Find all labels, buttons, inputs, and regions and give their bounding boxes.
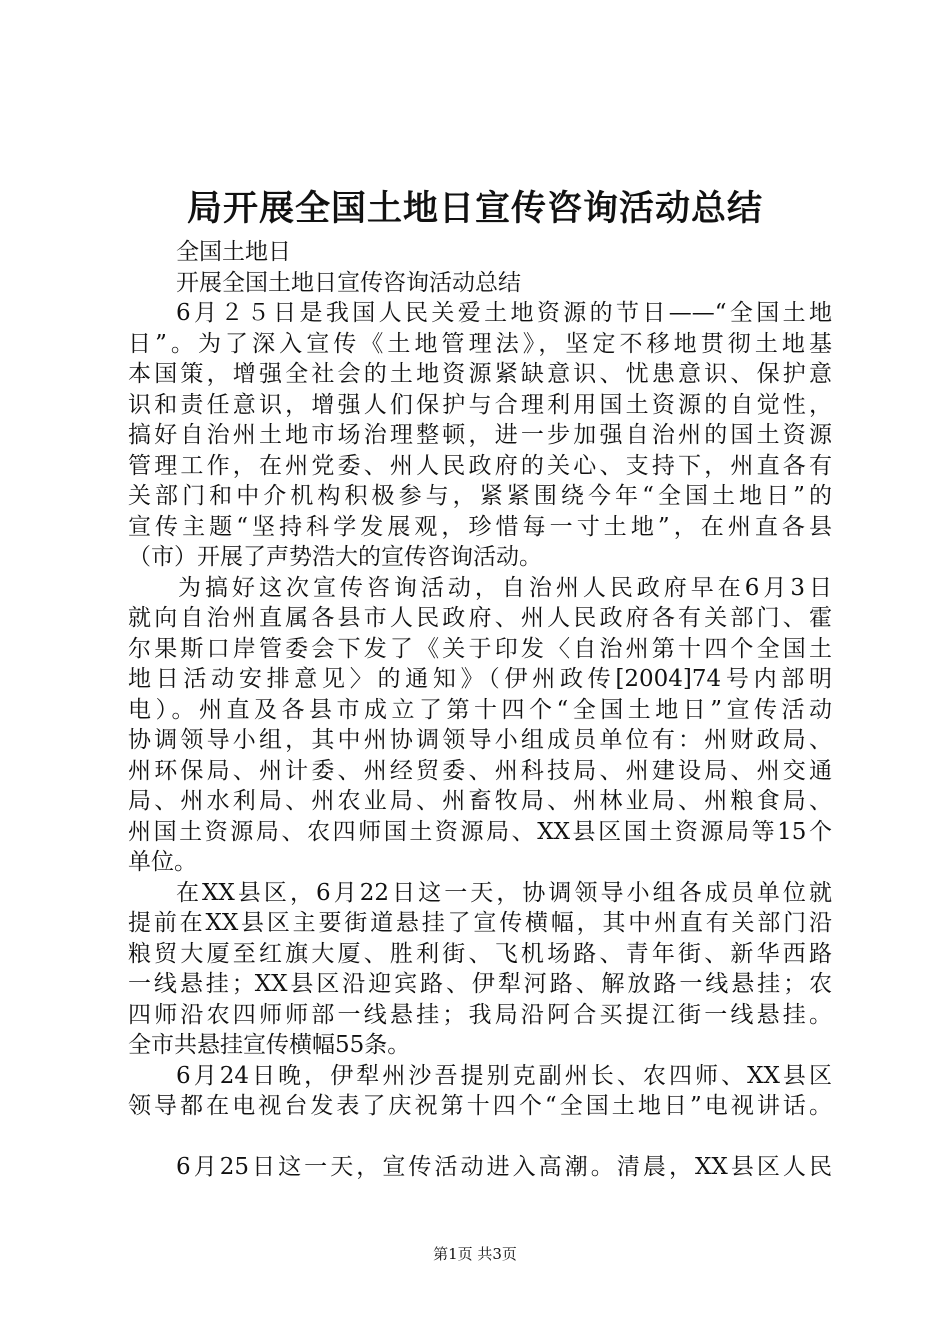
text-line: 粮贸大厦至红旗大厦、胜利街、飞机场路、青年街、新华西路 bbox=[128, 940, 832, 967]
text-line: 州环保局、州计委、州经贸委、州科技局、州建设局、州交通 bbox=[128, 757, 832, 784]
text-line: 单位。 bbox=[128, 849, 197, 875]
text-line: 在XX县区，6月22日这一天，协调领导小组各成员单位就 bbox=[176, 879, 832, 906]
subtitle-line: 开展全国土地日宣传咨询活动总结 bbox=[176, 269, 521, 296]
text-line: 6月２５日是我国人民关爱土地资源的节日——“全国土地 bbox=[176, 300, 832, 326]
text-line: 地日活动安排意见〉的通知》（伊州政传[2004]74号内部明 bbox=[128, 666, 832, 692]
text-line: 识和责任意识，增强人们保护与合理利用国土资源的自觉性， bbox=[128, 391, 832, 418]
text-line: 电）。州直及各县市成立了第十四个“全国土地日”宣传活动 bbox=[128, 696, 832, 723]
text-line: （市）开展了声势浩大的宣传咨询活动。 bbox=[128, 544, 542, 570]
paragraph-5 bbox=[128, 1152, 832, 1183]
text-line: 一线悬挂；XX县区沿迎宾路、伊犁河路、解放路一线悬挂；农 bbox=[128, 971, 832, 997]
text-line: 管理工作，在州党委、州人民政府的关心、支持下，州直各有 bbox=[128, 452, 832, 479]
paragraph-3 bbox=[128, 878, 832, 1061]
text-line: 日”。为了深入宣传《土地管理法》，坚定不移地贯彻土地基 bbox=[128, 330, 832, 357]
text-line: 关部门和中介机构积极参与，紧紧围绕今年“全国土地日”的 bbox=[128, 483, 832, 509]
subtitle-line: 全国土地日 bbox=[176, 239, 291, 265]
page-footer: 第1页 共3页 bbox=[433, 1245, 517, 1263]
text-line: 就向自治州直属各县市人民政府、州人民政府各有关部门、霍 bbox=[128, 605, 832, 631]
text-line: 局、州水利局、州农业局、州畜牧局、州林业局、州粮食局、 bbox=[128, 788, 832, 814]
text-line: 宣传主题“坚持科学发展观，珍惜每一寸土地”，在州直各县 bbox=[128, 513, 832, 540]
text-line: 四师沿农四师师部一线悬挂；我局沿阿合买提江街一线悬挂。 bbox=[128, 1001, 832, 1028]
text-line: 州国土资源局、农四师国土资源局、XX县区国土资源局等15个 bbox=[128, 818, 832, 845]
text-line: 搞好自治州土地市场治理整顿，进一步加强自治州的国土资源 bbox=[128, 422, 832, 448]
text-line: 本国策，增强全社会的土地资源紧缺意识、忧患意识、保护意 bbox=[128, 361, 832, 387]
text-line: 6月25日这一天，宣传活动进入高潮。清晨，XX县区人民 bbox=[176, 1154, 832, 1180]
text-line: 全市共悬挂宣传横幅55条。 bbox=[128, 1032, 411, 1058]
text-line: 协调领导小组，其中州协调领导小组成员单位有：州财政局、 bbox=[128, 727, 832, 753]
text-line: 尔果斯口岸管委会下发了《关于印发〈自治州第十四个全国土 bbox=[128, 635, 832, 662]
text-line: 为搞好这次宣传咨询活动，自治州人民政府早在6月3日 bbox=[178, 574, 832, 601]
text-line: 领导都在电视台发表了庆祝第十四个“全国土地日”电视讲话。 bbox=[128, 1093, 832, 1119]
paragraph-4 bbox=[128, 1061, 832, 1122]
document-body bbox=[128, 237, 832, 1183]
paragraph-1 bbox=[128, 298, 832, 573]
paragraph-gap bbox=[128, 1122, 832, 1153]
paragraph-2 bbox=[128, 573, 832, 878]
text-line: 提前在XX县区主要街道悬挂了宣传横幅，其中州直有关部门沿 bbox=[128, 910, 832, 936]
text-line: 6月24日晚，伊犁州沙吾提别克副州长、农四师、XX县区 bbox=[176, 1062, 832, 1089]
document-title: 局开展全国土地日宣传咨询活动总结 bbox=[186, 189, 763, 229]
